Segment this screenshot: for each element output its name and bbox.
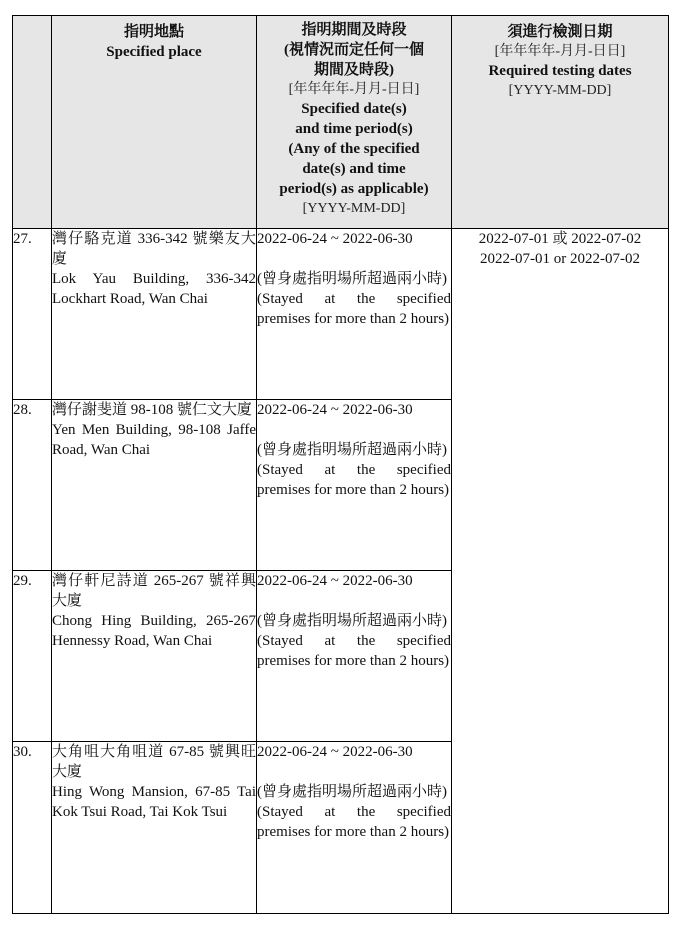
header-testing-format-en: [YYYY-MM-DD]: [508, 83, 612, 98]
header-period-format-en: [YYYY-MM-DD]: [302, 201, 406, 216]
period-note-zh: (曾身處指明場所超過兩小時): [257, 271, 447, 287]
header-period-en-4: date(s) and time: [302, 161, 406, 177]
period-note-en: (Stayed at the specified premises for more than 2 hours): [257, 462, 451, 498]
place-cell: [52, 229, 257, 400]
row-number: 30.: [13, 742, 52, 914]
specified-places-table: [12, 15, 669, 914]
period-note-en: (Stayed at the specified premises for more than 2 hours): [257, 633, 451, 669]
header-period-zh-3: 期間及時段): [314, 62, 394, 78]
place-name-zh: 灣仔軒尼詩道 265-267 號祥興大廈: [52, 573, 256, 609]
place-name-zh: 灣仔謝斐道 98-108 號仁文大廈: [52, 402, 252, 418]
period-cell: [257, 742, 452, 914]
header-place-en: Specified place: [106, 44, 202, 60]
place-cell: [52, 742, 257, 914]
header-index-cell: [13, 16, 52, 229]
header-period-cell: [257, 16, 452, 229]
period-note-en: (Stayed at the specified premises for more than 2 hours): [257, 804, 451, 840]
header-testing-en: Required testing dates: [488, 63, 632, 79]
period-cell: [257, 229, 452, 400]
testing-dates-cell: [452, 229, 669, 914]
header-period-en-3: (Any of the specified: [288, 141, 420, 157]
period-range: 2022-06-24 ~ 2022-06-30: [257, 573, 413, 589]
table-row: [13, 229, 669, 400]
period-note-zh: (曾身處指明場所超過兩小時): [257, 613, 447, 629]
row-number: 27.: [13, 229, 52, 400]
period-range: 2022-06-24 ~ 2022-06-30: [257, 402, 413, 418]
header-period-en-5: period(s) as applicable): [279, 181, 429, 197]
row-number: 29.: [13, 571, 52, 742]
place-name-en: Chong Hing Building, 265-267 Hennessy Road, Wan Chai: [52, 613, 256, 649]
period-cell: [257, 400, 452, 571]
period-note-zh: (曾身處指明場所超過兩小時): [257, 442, 447, 458]
header-testing-zh: 須進行檢測日期: [507, 24, 613, 40]
period-range: 2022-06-24 ~ 2022-06-30: [257, 231, 413, 247]
header-place-cell: [52, 16, 257, 229]
testing-dates-en: 2022-07-01 or 2022-07-02: [480, 251, 640, 267]
testing-dates-zh: 2022-07-01 或 2022-07-02: [478, 231, 642, 247]
place-name-en: Hing Wong Mansion, 67-85 Tai Kok Tsui Road, Tai Kok Tsui: [52, 784, 256, 820]
place-cell: [52, 400, 257, 571]
row-number: 28.: [13, 400, 52, 571]
header-testing-format-zh: [年年年年-月月-日日]: [494, 44, 626, 59]
place-name-en: Lok Yau Building, 336-342 Lockhart Road, Wan Chai: [52, 271, 256, 307]
place-cell: [52, 571, 257, 742]
period-cell: [257, 571, 452, 742]
header-period-format-zh: [年年年年-月月-日日]: [288, 82, 420, 97]
header-testing-cell: [452, 16, 669, 229]
place-name-en: Yen Men Building, 98-108 Jaffe Road, Wan Chai: [52, 422, 256, 458]
table-header-row: [13, 16, 669, 229]
header-period-en-2: and time period(s): [295, 121, 413, 137]
header-period-zh-2: (視情況而定任何一個: [284, 42, 424, 58]
period-range: 2022-06-24 ~ 2022-06-30: [257, 744, 413, 760]
place-name-zh: 大角咀大角咀道 67-85 號興旺大廈: [52, 744, 256, 780]
header-period-zh-1: 指明期間及時段: [301, 22, 407, 38]
header-period-en-1: Specified date(s): [301, 101, 407, 117]
period-note-zh: (曾身處指明場所超過兩小時): [257, 784, 447, 800]
header-place-zh: 指明地點: [123, 24, 184, 40]
period-note-en: (Stayed at the specified premises for more than 2 hours): [257, 291, 451, 327]
place-name-zh: 灣仔駱克道 336-342 號樂友大廈: [52, 231, 256, 267]
